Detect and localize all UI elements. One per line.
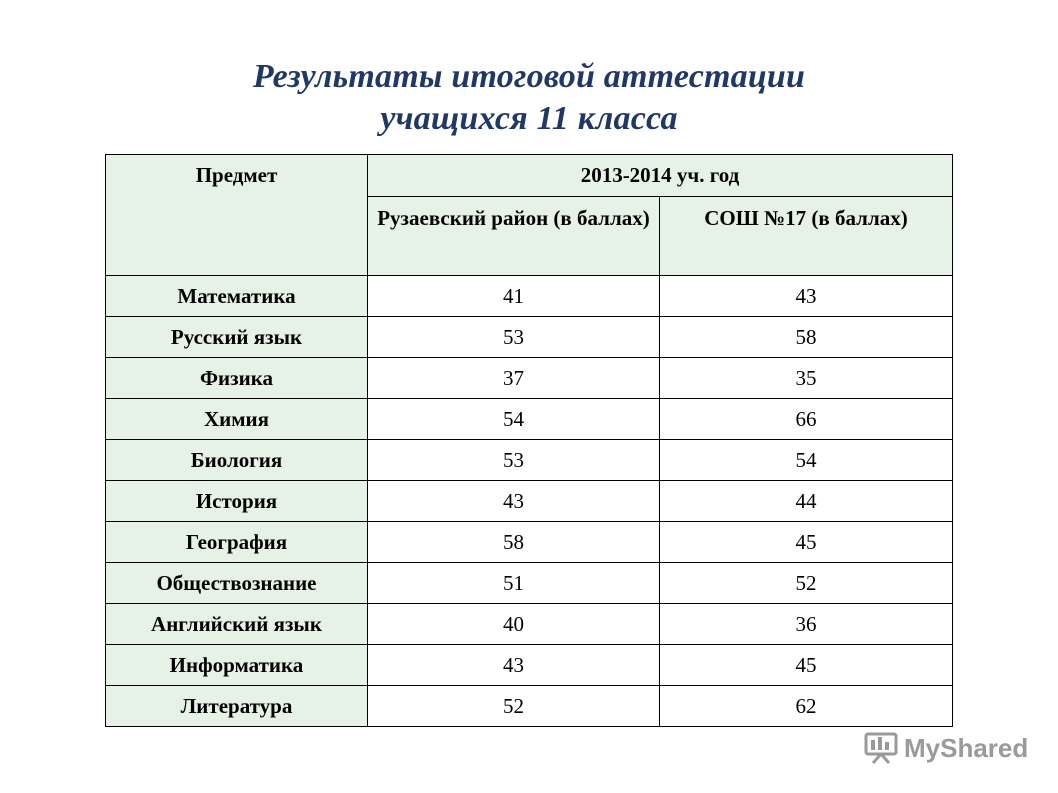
subject-cell: Математика — [106, 276, 368, 317]
district-value-cell: 52 — [368, 686, 660, 727]
school-value-cell: 62 — [660, 686, 953, 727]
header-subject: Предмет — [106, 155, 368, 276]
school-value-cell: 52 — [660, 563, 953, 604]
district-value-cell: 53 — [368, 440, 660, 481]
school-value-cell: 44 — [660, 481, 953, 522]
district-value-cell: 37 — [368, 358, 660, 399]
watermark-text: MyShared — [904, 732, 1029, 763]
district-value-cell: 43 — [368, 481, 660, 522]
subject-cell: Физика — [106, 358, 368, 399]
school-value-cell: 54 — [660, 440, 953, 481]
subject-cell: Английский язык — [106, 604, 368, 645]
table-row — [106, 399, 953, 440]
projector-icon — [864, 731, 898, 765]
table-row — [106, 317, 953, 358]
district-value-cell: 58 — [368, 522, 660, 563]
table-row — [106, 563, 953, 604]
table-row — [106, 440, 953, 481]
subject-cell: Химия — [106, 399, 368, 440]
subject-cell: Литература — [106, 686, 368, 727]
subject-cell: География — [106, 522, 368, 563]
header-school: СОШ №17 (в баллах) — [660, 197, 953, 276]
subject-cell: Информатика — [106, 645, 368, 686]
district-value-cell: 54 — [368, 399, 660, 440]
header-year: 2013-2014 уч. год — [368, 155, 953, 197]
school-value-cell: 35 — [660, 358, 953, 399]
table-row — [106, 481, 953, 522]
table-row — [106, 645, 953, 686]
subject-cell: Русский язык — [106, 317, 368, 358]
title-line-2: учащихся 11 класса — [380, 100, 678, 137]
district-value-cell: 43 — [368, 645, 660, 686]
table-row — [106, 604, 953, 645]
district-value-cell: 41 — [368, 276, 660, 317]
header-district: Рузаевский район (в баллах) — [368, 197, 660, 276]
district-value-cell: 53 — [368, 317, 660, 358]
school-value-cell: 58 — [660, 317, 953, 358]
school-value-cell: 43 — [660, 276, 953, 317]
title-line-1: Результаты итоговой аттестации — [252, 58, 806, 95]
subject-cell: История — [106, 481, 368, 522]
school-value-cell: 45 — [660, 522, 953, 563]
results-table — [105, 154, 953, 727]
table-row — [106, 522, 953, 563]
subject-cell: Обществознание — [106, 563, 368, 604]
table-row — [106, 276, 953, 317]
subject-cell: Биология — [106, 440, 368, 481]
district-value-cell: 40 — [368, 604, 660, 645]
table-row — [106, 686, 953, 727]
district-value-cell: 51 — [368, 563, 660, 604]
table-row — [106, 358, 953, 399]
school-value-cell: 45 — [660, 645, 953, 686]
page-title — [0, 56, 1058, 140]
school-value-cell: 36 — [660, 604, 953, 645]
watermark — [864, 730, 1028, 766]
school-value-cell: 66 — [660, 399, 953, 440]
